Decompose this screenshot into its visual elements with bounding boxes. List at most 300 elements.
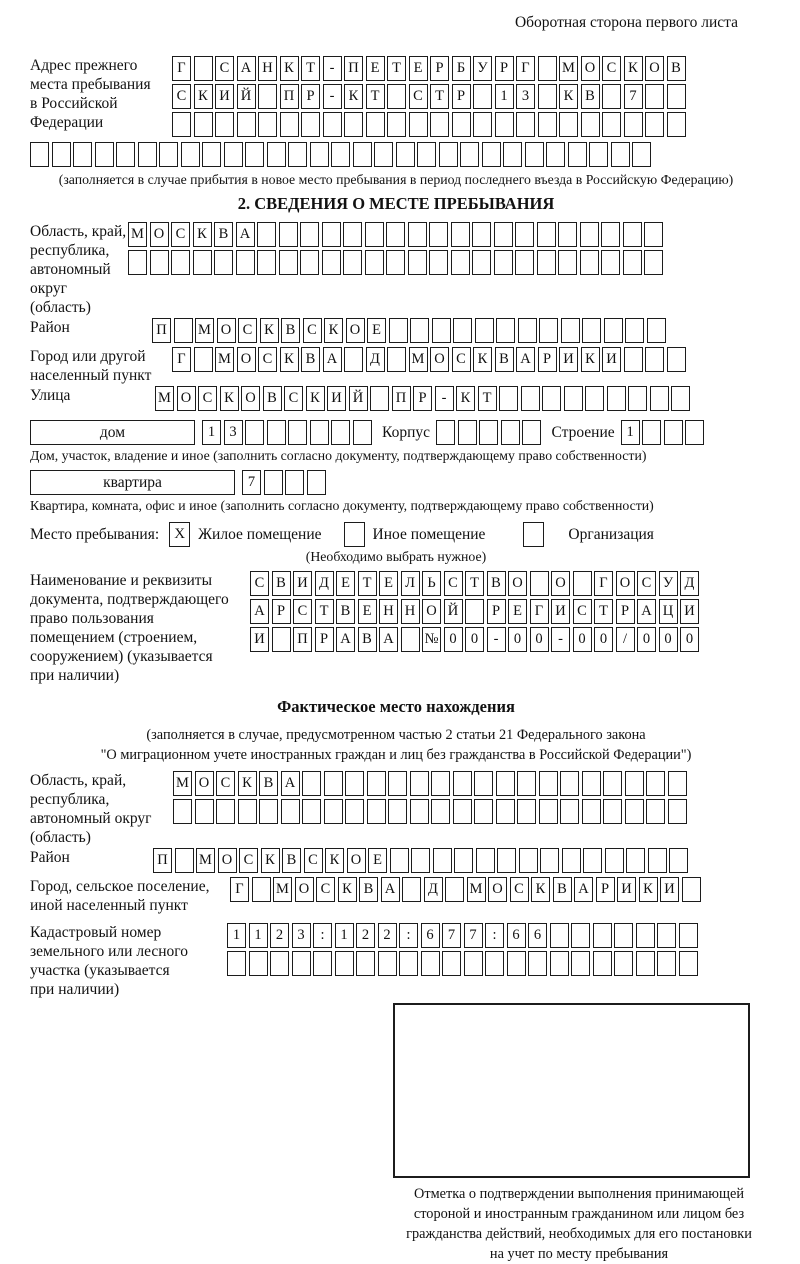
char-cell[interactable]: К	[324, 318, 343, 343]
char-cell[interactable]	[603, 799, 622, 824]
char-cell[interactable]	[571, 923, 590, 948]
char-cell[interactable]	[475, 318, 494, 343]
char-cell[interactable]	[324, 771, 343, 796]
char-cell[interactable]	[193, 250, 212, 275]
fact-rayon-row[interactable]	[153, 848, 691, 873]
char-cell[interactable]	[216, 799, 235, 824]
char-cell[interactable]	[302, 771, 321, 796]
char-cell[interactable]: В	[487, 571, 506, 596]
char-cell[interactable]	[624, 112, 643, 137]
char-cell[interactable]	[473, 84, 492, 109]
char-cell[interactable]: 0	[680, 627, 699, 652]
char-cell[interactable]	[279, 222, 298, 247]
kadastr-row-1[interactable]	[227, 923, 762, 948]
char-cell[interactable]	[667, 84, 686, 109]
char-cell[interactable]	[227, 951, 246, 976]
char-cell[interactable]	[432, 318, 451, 343]
char-cell[interactable]: О	[616, 571, 635, 596]
char-cell[interactable]: 2	[270, 923, 289, 948]
char-cell[interactable]: К	[624, 56, 643, 81]
char-cell[interactable]: 6	[507, 923, 526, 948]
fact-oblast-row-1[interactable]	[173, 771, 762, 796]
char-cell[interactable]	[516, 112, 535, 137]
char-cell[interactable]	[573, 571, 592, 596]
char-cell[interactable]	[626, 848, 645, 873]
char-cell[interactable]: В	[214, 222, 233, 247]
char-cell[interactable]	[474, 771, 493, 796]
char-cell[interactable]	[279, 250, 298, 275]
char-cell[interactable]: Н	[258, 56, 277, 81]
char-cell[interactable]: -	[323, 84, 342, 109]
char-cell[interactable]	[399, 951, 418, 976]
char-cell[interactable]: Т	[478, 386, 497, 411]
document-row-3[interactable]	[250, 627, 762, 652]
char-cell[interactable]: А	[381, 877, 400, 902]
char-cell[interactable]: О	[218, 848, 237, 873]
char-cell[interactable]	[335, 951, 354, 976]
char-cell[interactable]: А	[516, 347, 535, 372]
char-cell[interactable]	[558, 222, 577, 247]
char-cell[interactable]	[550, 923, 569, 948]
char-cell[interactable]: 0	[444, 627, 463, 652]
char-cell[interactable]	[519, 848, 538, 873]
char-cell[interactable]: -	[487, 627, 506, 652]
char-cell[interactable]	[172, 112, 191, 137]
char-cell[interactable]: Г	[172, 56, 191, 81]
char-cell[interactable]: К	[344, 84, 363, 109]
kadastr-row-2[interactable]	[227, 951, 762, 976]
char-cell[interactable]: А	[379, 627, 398, 652]
char-cell[interactable]	[476, 848, 495, 873]
char-cell[interactable]: А	[281, 771, 300, 796]
char-cell[interactable]	[538, 84, 557, 109]
char-cell[interactable]: М	[273, 877, 292, 902]
char-cell[interactable]: И	[250, 627, 269, 652]
char-cell[interactable]	[387, 112, 406, 137]
char-cell[interactable]: П	[280, 84, 299, 109]
char-cell[interactable]: В	[336, 599, 355, 624]
char-cell[interactable]	[173, 799, 192, 824]
char-cell[interactable]	[485, 951, 504, 976]
char-cell[interactable]: Р	[272, 599, 291, 624]
char-cell[interactable]: 1	[335, 923, 354, 948]
char-cell[interactable]	[445, 877, 464, 902]
oblast-row-2[interactable]	[128, 250, 762, 275]
char-cell[interactable]	[159, 142, 178, 167]
char-cell[interactable]	[150, 250, 169, 275]
char-cell[interactable]: Т	[387, 56, 406, 81]
char-cell[interactable]	[479, 420, 498, 445]
char-cell[interactable]: :	[485, 923, 504, 948]
char-cell[interactable]	[453, 771, 472, 796]
char-cell[interactable]: 1	[227, 923, 246, 948]
char-cell[interactable]: 0	[573, 627, 592, 652]
char-cell[interactable]	[267, 142, 286, 167]
char-cell[interactable]: А	[336, 627, 355, 652]
char-cell[interactable]: С	[316, 877, 335, 902]
char-cell[interactable]	[540, 848, 559, 873]
char-cell[interactable]	[387, 347, 406, 372]
char-cell[interactable]	[421, 951, 440, 976]
char-cell[interactable]	[495, 112, 514, 137]
char-cell[interactable]: В	[359, 877, 378, 902]
char-cell[interactable]: Н	[379, 599, 398, 624]
char-cell[interactable]	[664, 420, 683, 445]
char-cell[interactable]	[558, 250, 577, 275]
char-cell[interactable]	[605, 848, 624, 873]
char-cell[interactable]: 3	[224, 420, 243, 445]
prev-address-row-2[interactable]	[172, 84, 762, 109]
dom-box[interactable]: дом	[30, 420, 195, 445]
char-cell[interactable]	[433, 848, 452, 873]
char-cell[interactable]: 1	[495, 84, 514, 109]
char-cell[interactable]: 0	[659, 627, 678, 652]
char-cell[interactable]	[517, 799, 536, 824]
char-cell[interactable]: 2	[378, 923, 397, 948]
char-cell[interactable]: О	[295, 877, 314, 902]
char-cell[interactable]	[685, 420, 704, 445]
char-cell[interactable]: С	[452, 347, 471, 372]
char-cell[interactable]: К	[220, 386, 239, 411]
char-cell[interactable]: С	[198, 386, 217, 411]
char-cell[interactable]: Е	[379, 571, 398, 596]
kvartira-box[interactable]: квартира	[30, 470, 235, 495]
char-cell[interactable]	[482, 142, 501, 167]
char-cell[interactable]	[451, 250, 470, 275]
char-cell[interactable]: К	[325, 848, 344, 873]
char-cell[interactable]: Р	[596, 877, 615, 902]
char-cell[interactable]: К	[280, 347, 299, 372]
char-cell[interactable]: С	[304, 848, 323, 873]
char-cell[interactable]: В	[581, 84, 600, 109]
char-cell[interactable]: 2	[356, 923, 375, 948]
char-cell[interactable]: 6	[528, 923, 547, 948]
char-cell[interactable]: В	[281, 318, 300, 343]
char-cell[interactable]	[300, 222, 319, 247]
char-cell[interactable]	[310, 420, 329, 445]
char-cell[interactable]	[281, 799, 300, 824]
char-cell[interactable]: Р	[413, 386, 432, 411]
char-cell[interactable]	[195, 799, 214, 824]
document-row-2[interactable]	[250, 599, 762, 624]
char-cell[interactable]	[285, 470, 304, 495]
char-cell[interactable]: М	[215, 347, 234, 372]
char-cell[interactable]: С	[409, 84, 428, 109]
char-cell[interactable]	[259, 799, 278, 824]
char-cell[interactable]	[559, 112, 578, 137]
char-cell[interactable]	[411, 848, 430, 873]
char-cell[interactable]	[429, 250, 448, 275]
char-cell[interactable]	[224, 142, 243, 167]
char-cell[interactable]: Д	[366, 347, 385, 372]
char-cell[interactable]: С	[258, 347, 277, 372]
char-cell[interactable]: А	[323, 347, 342, 372]
char-cell[interactable]	[353, 142, 372, 167]
char-cell[interactable]	[388, 799, 407, 824]
char-cell[interactable]	[602, 112, 621, 137]
char-cell[interactable]	[560, 799, 579, 824]
char-cell[interactable]	[679, 951, 698, 976]
char-cell[interactable]	[194, 112, 213, 137]
char-cell[interactable]	[451, 222, 470, 247]
char-cell[interactable]: И	[617, 877, 636, 902]
char-cell[interactable]	[589, 142, 608, 167]
char-cell[interactable]	[625, 799, 644, 824]
char-cell[interactable]: Й	[237, 84, 256, 109]
char-cell[interactable]	[175, 848, 194, 873]
char-cell[interactable]	[272, 627, 291, 652]
char-cell[interactable]	[366, 112, 385, 137]
char-cell[interactable]: 3	[292, 923, 311, 948]
char-cell[interactable]	[636, 951, 655, 976]
char-cell[interactable]	[116, 142, 135, 167]
char-cell[interactable]	[496, 318, 515, 343]
char-cell[interactable]: О	[488, 877, 507, 902]
char-cell[interactable]: 7	[242, 470, 261, 495]
char-cell[interactable]	[623, 222, 642, 247]
char-cell[interactable]: Т	[594, 599, 613, 624]
char-cell[interactable]: Е	[366, 56, 385, 81]
char-cell[interactable]	[582, 771, 601, 796]
char-cell[interactable]: О	[195, 771, 214, 796]
char-cell[interactable]: А	[637, 599, 656, 624]
char-cell[interactable]	[378, 951, 397, 976]
char-cell[interactable]: К	[280, 56, 299, 81]
char-cell[interactable]	[646, 771, 665, 796]
dom-number-row[interactable]	[202, 420, 374, 445]
char-cell[interactable]	[128, 250, 147, 275]
char-cell[interactable]: Е	[508, 599, 527, 624]
char-cell[interactable]: К	[194, 84, 213, 109]
char-cell[interactable]: С	[637, 571, 656, 596]
char-cell[interactable]	[345, 771, 364, 796]
char-cell[interactable]	[581, 112, 600, 137]
char-cell[interactable]	[249, 951, 268, 976]
char-cell[interactable]: С	[284, 386, 303, 411]
char-cell[interactable]: И	[559, 347, 578, 372]
char-cell[interactable]	[344, 112, 363, 137]
char-cell[interactable]	[356, 951, 375, 976]
char-cell[interactable]	[30, 142, 49, 167]
char-cell[interactable]	[593, 923, 612, 948]
char-cell[interactable]: Т	[358, 571, 377, 596]
char-cell[interactable]	[267, 420, 286, 445]
char-cell[interactable]	[561, 318, 580, 343]
char-cell[interactable]	[496, 799, 515, 824]
char-cell[interactable]	[386, 222, 405, 247]
char-cell[interactable]	[472, 222, 491, 247]
char-cell[interactable]: М	[409, 347, 428, 372]
char-cell[interactable]: Д	[680, 571, 699, 596]
char-cell[interactable]	[280, 112, 299, 137]
char-cell[interactable]	[386, 250, 405, 275]
char-cell[interactable]: П	[344, 56, 363, 81]
char-cell[interactable]	[301, 112, 320, 137]
char-cell[interactable]: Й	[349, 386, 368, 411]
char-cell[interactable]: Р	[487, 599, 506, 624]
document-row-1[interactable]	[250, 571, 762, 596]
char-cell[interactable]	[73, 142, 92, 167]
char-cell[interactable]	[679, 923, 698, 948]
char-cell[interactable]	[537, 222, 556, 247]
char-cell[interactable]: 1	[621, 420, 640, 445]
char-cell[interactable]: К	[260, 318, 279, 343]
char-cell[interactable]	[292, 951, 311, 976]
char-cell[interactable]	[270, 951, 289, 976]
char-cell[interactable]: У	[473, 56, 492, 81]
char-cell[interactable]: Ь	[422, 571, 441, 596]
char-cell[interactable]	[138, 142, 157, 167]
char-cell[interactable]	[214, 250, 233, 275]
char-cell[interactable]	[390, 848, 409, 873]
char-cell[interactable]	[442, 951, 461, 976]
char-cell[interactable]: О	[430, 347, 449, 372]
char-cell[interactable]	[521, 386, 540, 411]
char-cell[interactable]	[515, 250, 534, 275]
char-cell[interactable]: М	[196, 848, 215, 873]
char-cell[interactable]	[370, 386, 389, 411]
char-cell[interactable]	[202, 142, 221, 167]
char-cell[interactable]	[409, 112, 428, 137]
char-cell[interactable]	[410, 771, 429, 796]
char-cell[interactable]: :	[313, 923, 332, 948]
char-cell[interactable]: 1	[202, 420, 221, 445]
char-cell[interactable]	[436, 420, 455, 445]
char-cell[interactable]	[525, 142, 544, 167]
char-cell[interactable]: -	[435, 386, 454, 411]
char-cell[interactable]: 7	[464, 923, 483, 948]
char-cell[interactable]	[601, 222, 620, 247]
char-cell[interactable]	[604, 318, 623, 343]
char-cell[interactable]	[430, 112, 449, 137]
char-cell[interactable]: С	[171, 222, 190, 247]
char-cell[interactable]	[538, 56, 557, 81]
char-cell[interactable]	[583, 848, 602, 873]
char-cell[interactable]	[647, 318, 666, 343]
char-cell[interactable]: В	[259, 771, 278, 796]
char-cell[interactable]	[460, 142, 479, 167]
char-cell[interactable]	[324, 799, 343, 824]
char-cell[interactable]	[648, 848, 667, 873]
char-cell[interactable]	[245, 142, 264, 167]
checkbox-zhiloe[interactable]: X	[169, 522, 190, 547]
char-cell[interactable]	[528, 951, 547, 976]
char-cell[interactable]	[174, 318, 193, 343]
char-cell[interactable]: Р	[616, 599, 635, 624]
char-cell[interactable]	[453, 318, 472, 343]
char-cell[interactable]	[499, 386, 518, 411]
char-cell[interactable]: В	[301, 347, 320, 372]
char-cell[interactable]	[331, 420, 350, 445]
char-cell[interactable]: В	[358, 627, 377, 652]
char-cell[interactable]	[310, 142, 329, 167]
char-cell[interactable]: /	[616, 627, 635, 652]
char-cell[interactable]: О	[422, 599, 441, 624]
char-cell[interactable]: Р	[538, 347, 557, 372]
char-cell[interactable]: 7	[624, 84, 643, 109]
char-cell[interactable]	[323, 112, 342, 137]
char-cell[interactable]	[539, 318, 558, 343]
char-cell[interactable]	[313, 951, 332, 976]
char-cell[interactable]	[539, 799, 558, 824]
char-cell[interactable]	[264, 470, 283, 495]
char-cell[interactable]	[644, 250, 663, 275]
char-cell[interactable]: И	[293, 571, 312, 596]
char-cell[interactable]: №	[422, 627, 441, 652]
char-cell[interactable]: П	[392, 386, 411, 411]
char-cell[interactable]: О	[508, 571, 527, 596]
char-cell[interactable]	[288, 420, 307, 445]
char-cell[interactable]: С	[303, 318, 322, 343]
char-cell[interactable]: :	[399, 923, 418, 948]
char-cell[interactable]: М	[467, 877, 486, 902]
stroenie-row[interactable]	[621, 420, 707, 445]
char-cell[interactable]	[365, 250, 384, 275]
char-cell[interactable]	[496, 771, 515, 796]
char-cell[interactable]: 0	[594, 627, 613, 652]
char-cell[interactable]	[257, 250, 276, 275]
char-cell[interactable]	[657, 923, 676, 948]
char-cell[interactable]	[331, 142, 350, 167]
prev-address-row-1[interactable]	[172, 56, 762, 81]
prev-address-row-3[interactable]	[172, 112, 762, 137]
char-cell[interactable]: К	[338, 877, 357, 902]
char-cell[interactable]	[623, 250, 642, 275]
char-cell[interactable]	[522, 420, 541, 445]
char-cell[interactable]: К	[261, 848, 280, 873]
char-cell[interactable]	[568, 142, 587, 167]
char-cell[interactable]	[562, 848, 581, 873]
char-cell[interactable]: О	[237, 347, 256, 372]
char-cell[interactable]	[343, 250, 362, 275]
char-cell[interactable]	[603, 771, 622, 796]
char-cell[interactable]: Д	[315, 571, 334, 596]
char-cell[interactable]: Т	[366, 84, 385, 109]
char-cell[interactable]: Е	[358, 599, 377, 624]
checkbox-organizatsiya[interactable]	[523, 522, 544, 547]
char-cell[interactable]: О	[177, 386, 196, 411]
char-cell[interactable]	[417, 142, 436, 167]
char-cell[interactable]	[539, 771, 558, 796]
char-cell[interactable]	[582, 318, 601, 343]
char-cell[interactable]	[645, 84, 664, 109]
char-cell[interactable]	[650, 386, 669, 411]
char-cell[interactable]: Е	[368, 848, 387, 873]
char-cell[interactable]: Ц	[659, 599, 678, 624]
char-cell[interactable]: Р	[495, 56, 514, 81]
char-cell[interactable]	[538, 112, 557, 137]
char-cell[interactable]	[497, 848, 516, 873]
char-cell[interactable]: С	[444, 571, 463, 596]
char-cell[interactable]	[501, 420, 520, 445]
fact-oblast-row-2[interactable]	[173, 799, 762, 824]
char-cell[interactable]	[431, 771, 450, 796]
char-cell[interactable]	[632, 142, 651, 167]
char-cell[interactable]	[593, 951, 612, 976]
char-cell[interactable]	[367, 799, 386, 824]
char-cell[interactable]: И	[602, 347, 621, 372]
char-cell[interactable]	[388, 771, 407, 796]
char-cell[interactable]	[628, 386, 647, 411]
char-cell[interactable]: С	[250, 571, 269, 596]
char-cell[interactable]	[657, 951, 676, 976]
char-cell[interactable]	[237, 112, 256, 137]
char-cell[interactable]: О	[150, 222, 169, 247]
char-cell[interactable]: 0	[508, 627, 527, 652]
char-cell[interactable]	[642, 420, 661, 445]
char-cell[interactable]	[257, 222, 276, 247]
char-cell[interactable]: П	[152, 318, 171, 343]
